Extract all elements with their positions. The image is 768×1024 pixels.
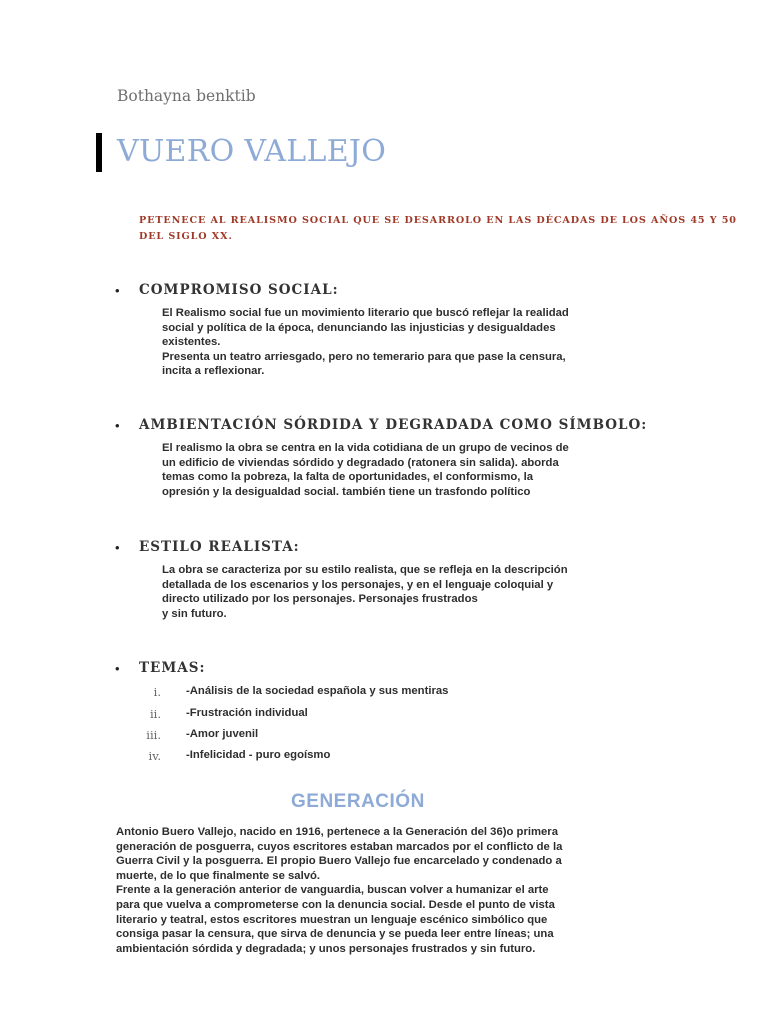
list-item: -Infelicidad - puro egoísmo <box>186 749 331 761</box>
section-body <box>162 563 660 621</box>
generation-heading: GENERACIÓN <box>291 791 425 812</box>
list-item: -Frustración individual <box>186 707 308 719</box>
subtitle <box>139 213 737 245</box>
subtitle-line: PETENECE AL REALISMO SOCIAL QUE SE DESARROLO EN LAS DÉCADAS DE LOS AÑOS 45 Y 50 <box>139 215 737 226</box>
body-line: opresión y la desigualdad social. también tiene un trasfondo político <box>162 485 531 498</box>
body-line: Antonio Buero Vallejo, nacido en 1916, pertenece a la Generación del 36)o primera <box>116 826 558 838</box>
body-line: ambientación sórdida y degradada; y unos personajes frustrados y sin futuro. <box>116 942 536 955</box>
section-body <box>162 441 660 499</box>
body-line: El realismo la obra se centra en la vida cotidiana de un grupo de vecinos de <box>162 442 569 454</box>
body-line: generación de posguerra, cuyos escritores estaban marcados por el conflicto de la <box>116 840 563 853</box>
body-line: para que vuelva a comprometerse con la denuncia social. Desde el punto de vista <box>116 898 555 911</box>
body-line: un edificio de viviendas sórdido y degradado (ratonera sin salida). aborda <box>162 456 559 469</box>
body-line: Guerra Civil y la posguerra. El propio Buero Vallejo fue encarcelado y condenado a <box>116 855 562 868</box>
bullet-icon: • <box>115 418 120 433</box>
title-accent-bar <box>96 133 102 172</box>
body-line: social y política de la época, denunciando las injusticias y desigualdades <box>162 321 556 334</box>
body-line: y sin futuro. <box>162 607 227 620</box>
section-heading: AMBIENTACIÓN SÓRDIDA Y DEGRADADA COMO SÍMBOLO: <box>139 417 648 433</box>
generation-body <box>116 825 648 956</box>
section-body <box>162 306 660 379</box>
section-heading: COMPROMISO SOCIAL: <box>139 282 339 298</box>
body-line: detallada de los escenarios y los personajes, y en el lenguaje coloquial y <box>162 578 554 591</box>
body-line: Presenta un teatro arriesgado, pero no temerario para que pase la censura, <box>162 350 566 363</box>
body-line: La obra se caracteriza por su estilo realista, que se refleja en la descripción <box>162 564 568 576</box>
bullet-icon: • <box>115 540 120 555</box>
list-numeral: ii. <box>149 707 161 721</box>
list-numeral: i. <box>153 685 161 699</box>
body-line: El Realismo social fue un movimiento literario que buscó reflejar la realidad <box>162 307 569 319</box>
body-line: consiga pasar la censura, que sirva de denuncia y se pueda leer entre líneas; una <box>116 928 554 941</box>
page-title: VUERO VALLEJO <box>117 134 387 169</box>
section-heading: TEMAS: <box>139 660 206 676</box>
bullet-icon: • <box>115 661 120 676</box>
list-numeral: iv. <box>148 749 161 763</box>
body-line: Frente a la generación anterior de vanguardia, buscan volver a humanizar el arte <box>116 884 549 897</box>
subtitle-line: DEL SIGLO XX. <box>139 231 233 242</box>
body-line: incita a reflexionar. <box>162 365 265 378</box>
body-line: directo utilizado por los personajes. Personajes frustrados <box>162 593 478 606</box>
body-line: literario y teatral, estos escritores muestran un lenguaje escénico simbólico que <box>116 913 548 926</box>
list-item: -Amor juvenil <box>186 728 259 740</box>
body-line: existentes. <box>162 336 221 349</box>
bullet-icon: • <box>115 283 120 298</box>
body-line: muerte, de lo que finalmente se salvó. <box>116 869 321 882</box>
body-line: temas como la pobreza, la falta de oportunidades, el conformismo, la <box>162 471 533 484</box>
section-heading: ESTILO REALISTA: <box>139 539 300 555</box>
author-name: Bothayna benktib <box>117 87 256 105</box>
list-item: -Análisis de la sociedad española y sus mentiras <box>186 685 449 697</box>
list-numeral: iii. <box>146 728 161 742</box>
